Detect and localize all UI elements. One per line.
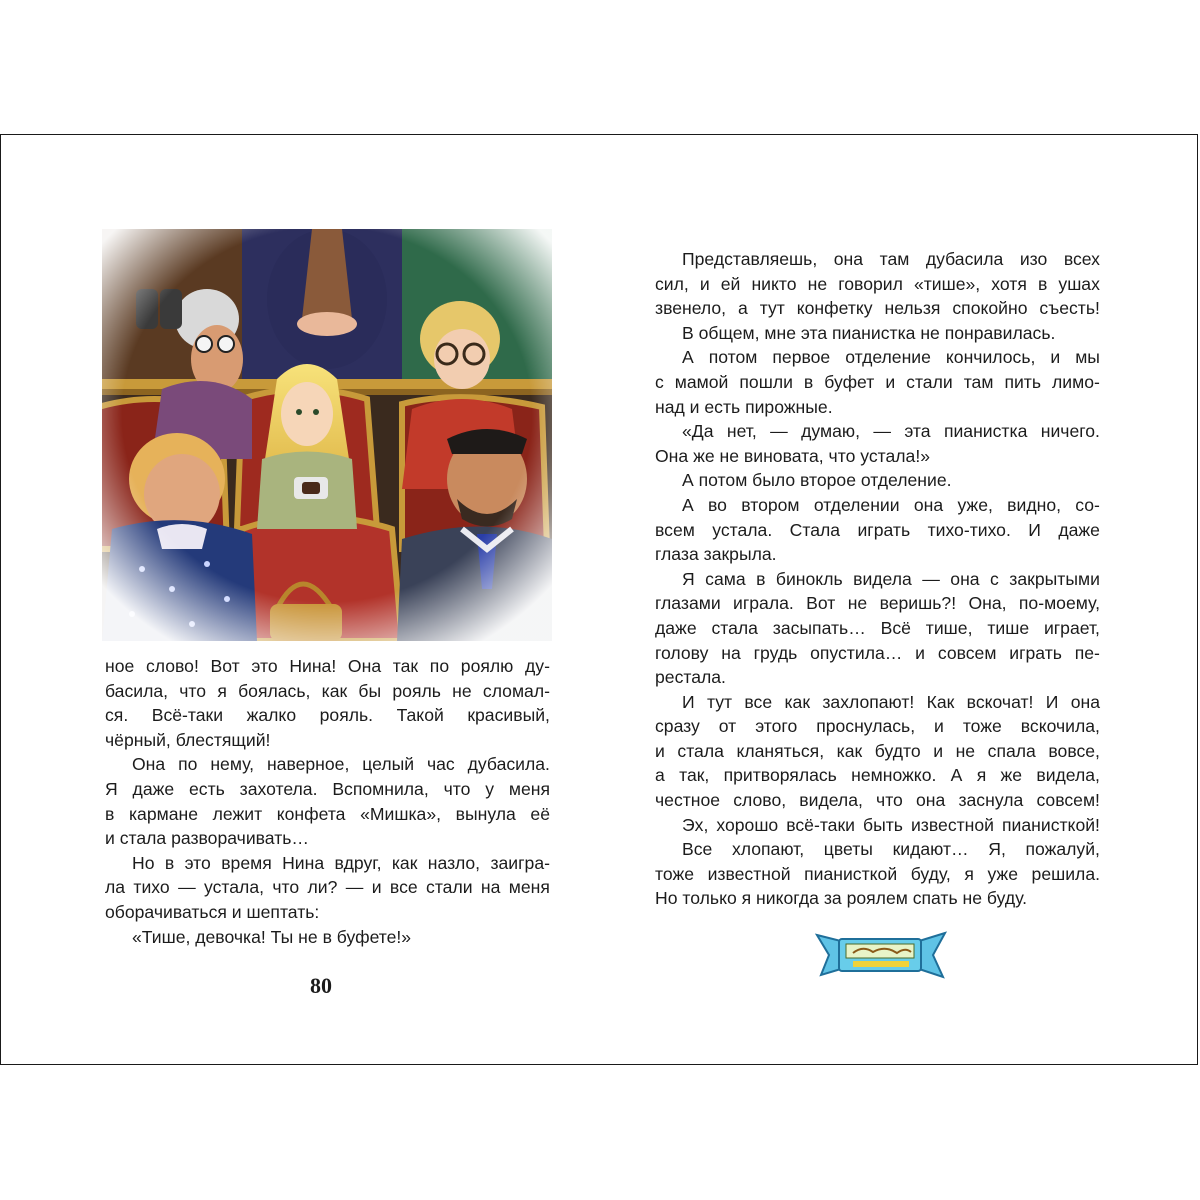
word: тихо xyxy=(133,877,170,898)
word: видела, xyxy=(1036,765,1100,786)
word: — xyxy=(345,877,364,898)
word: в xyxy=(105,803,115,824)
word: съесть! xyxy=(1039,298,1100,319)
word: по-моему, xyxy=(1018,593,1100,614)
word: видела xyxy=(853,568,912,589)
word: Она xyxy=(347,656,382,676)
word: пианистка xyxy=(943,421,1028,442)
word: всем xyxy=(655,519,695,540)
word: как xyxy=(784,691,811,712)
word: стала xyxy=(711,617,758,638)
word: — xyxy=(922,568,940,589)
text-line xyxy=(655,247,1100,272)
word: «Мишка», xyxy=(360,803,442,824)
word: меня xyxy=(508,877,550,898)
word: цветы xyxy=(823,839,873,860)
word: слово! xyxy=(145,656,199,676)
word: её xyxy=(530,803,550,824)
word: а xyxy=(655,765,665,786)
text-line xyxy=(105,752,550,777)
word: сил, xyxy=(655,273,689,294)
word: уже xyxy=(987,863,1018,884)
word: буду, xyxy=(910,863,951,884)
word: тише, xyxy=(925,617,973,638)
word: по xyxy=(429,656,450,676)
book-spread xyxy=(0,134,1198,1065)
word: ли? xyxy=(307,877,338,898)
word: ей xyxy=(720,273,741,294)
text-line xyxy=(105,875,550,900)
word: ное xyxy=(105,656,135,676)
text-line xyxy=(655,272,1100,297)
word: звенело, xyxy=(655,298,727,319)
word: это xyxy=(184,852,211,873)
word: отделение xyxy=(845,347,931,368)
word: как xyxy=(836,740,863,761)
word: грудь xyxy=(753,642,798,663)
text-line: В общем, мне эта пианистка не понравилась. xyxy=(682,322,1056,343)
word: там xyxy=(879,249,910,269)
word: она xyxy=(913,494,944,515)
word: стала xyxy=(677,740,724,761)
word: заигра- xyxy=(490,852,550,873)
word: известной xyxy=(707,863,791,884)
word: хотя xyxy=(991,273,1027,294)
word: кармане xyxy=(128,803,199,824)
word: — xyxy=(770,421,788,442)
word: и xyxy=(915,642,925,663)
word: вскочила, xyxy=(1020,716,1100,737)
word: И xyxy=(1028,519,1041,540)
word: назло, xyxy=(427,852,481,873)
text-line xyxy=(655,370,1100,395)
word: я xyxy=(976,765,987,786)
word: совсем! xyxy=(1036,790,1100,811)
text-line xyxy=(655,690,1100,715)
word: играть xyxy=(1009,642,1062,663)
word: хорошо xyxy=(716,814,779,835)
word: и xyxy=(371,877,382,898)
word: И xyxy=(682,691,695,712)
word: это xyxy=(251,656,278,676)
word: конфетку xyxy=(796,298,873,319)
word: вскочат! xyxy=(966,691,1034,712)
candy-wrapper-icon xyxy=(813,927,949,983)
word: время xyxy=(221,852,272,873)
word: захотела. xyxy=(239,778,318,799)
word: играть xyxy=(857,519,911,540)
word: первое xyxy=(772,347,831,368)
word: Она, xyxy=(968,593,1007,614)
text-line xyxy=(655,296,1100,321)
word: боялась, xyxy=(238,680,311,701)
word: пошли xyxy=(739,371,793,392)
text-line xyxy=(655,567,1100,592)
word: что xyxy=(876,790,903,811)
word: этого xyxy=(755,716,798,737)
word: дубасила. xyxy=(467,754,550,775)
word: пить xyxy=(1004,371,1042,392)
word: стали xyxy=(906,371,953,392)
word: эта xyxy=(904,421,931,442)
word: быть xyxy=(863,814,903,835)
word: немножко. xyxy=(851,765,937,786)
word: она xyxy=(950,568,980,589)
word: пе- xyxy=(1074,642,1100,663)
right-text-column xyxy=(655,247,1100,911)
word: как xyxy=(321,680,348,701)
word: — xyxy=(873,421,891,442)
word: хлопают, xyxy=(731,839,805,860)
word: я xyxy=(217,680,227,701)
word: жалко xyxy=(246,705,297,726)
word: спокойно xyxy=(952,298,1028,319)
word: и xyxy=(655,740,665,761)
word: играла. xyxy=(733,593,794,614)
word: «Да xyxy=(682,421,714,442)
word: Всё-таки xyxy=(151,705,224,726)
word: всех xyxy=(1063,249,1100,269)
word: и xyxy=(934,716,944,737)
word: и xyxy=(1050,347,1061,368)
word: ду- xyxy=(525,656,550,676)
word: известной xyxy=(910,814,994,835)
word: наверное, xyxy=(266,754,350,775)
word: ся. xyxy=(105,705,129,726)
text-line xyxy=(655,493,1100,518)
text-line: и стала разворачивать… xyxy=(105,828,310,849)
page-number: 80 xyxy=(310,973,332,998)
text-line xyxy=(655,641,1100,666)
word: Все xyxy=(682,839,713,860)
word: притворялась xyxy=(723,765,837,786)
word: бинокль xyxy=(775,568,843,589)
word: тоже xyxy=(655,863,695,884)
candy-drawing xyxy=(813,927,949,983)
word: тише xyxy=(987,617,1030,638)
word: в xyxy=(1037,273,1048,294)
word: слово, xyxy=(733,790,787,811)
word: мы xyxy=(1075,347,1100,368)
word: Вспомнила, xyxy=(332,778,429,799)
word: кланяться, xyxy=(736,740,825,761)
concert-audience-illustration xyxy=(102,229,552,641)
word: «тише», xyxy=(913,273,981,294)
word: Эх, xyxy=(682,814,709,835)
word: по xyxy=(178,754,198,775)
word: нет, xyxy=(726,421,757,442)
word: отделении xyxy=(813,494,900,515)
word: ушах xyxy=(1058,273,1100,294)
word: всё-таки xyxy=(786,814,855,835)
word: сразу xyxy=(655,716,700,737)
word: веришь?! xyxy=(879,593,957,614)
word: все xyxy=(389,877,418,898)
word: Но xyxy=(132,852,155,873)
text-line xyxy=(655,739,1100,764)
word: ничего. xyxy=(1040,421,1100,442)
word: нему, xyxy=(210,754,255,775)
word: тихо-тихо. xyxy=(927,519,1011,540)
word: тоже xyxy=(962,716,1002,737)
word: кидают… xyxy=(892,839,969,860)
word: говорил xyxy=(838,273,903,294)
word: в xyxy=(756,568,766,589)
text-line xyxy=(105,777,550,802)
text-line xyxy=(105,802,550,827)
word: лимо- xyxy=(1052,371,1100,392)
word: во xyxy=(708,494,727,515)
word: пожалуй, xyxy=(1025,839,1100,860)
text-line xyxy=(105,654,550,679)
word: нельзя xyxy=(884,298,941,319)
word: так xyxy=(392,656,419,676)
word: басила, xyxy=(105,680,169,701)
word: решила. xyxy=(1031,863,1100,884)
word: А xyxy=(682,347,694,368)
text-line xyxy=(655,788,1100,813)
word: там xyxy=(963,371,994,392)
word: засыпать… xyxy=(772,617,866,638)
word: ла xyxy=(105,877,126,898)
word: Я, xyxy=(988,839,1006,860)
word: не xyxy=(847,593,868,614)
text-line xyxy=(105,851,550,876)
text-line xyxy=(655,714,1100,739)
word: на xyxy=(721,642,741,663)
word: не xyxy=(955,740,976,761)
text-line xyxy=(105,679,550,704)
text-line: рестала. xyxy=(655,667,726,688)
word: она xyxy=(916,790,946,811)
text-line xyxy=(655,345,1100,370)
word: Я xyxy=(105,778,118,799)
word: глазами xyxy=(655,593,721,614)
word: с xyxy=(655,371,664,392)
word: что xyxy=(272,877,300,898)
word: Вот xyxy=(806,593,836,614)
text-line: «Тише, девочка! Ты не в буфете!» xyxy=(132,926,412,947)
word: заснула xyxy=(958,790,1024,811)
word: что xyxy=(443,778,471,799)
word: дубасила xyxy=(925,249,1004,269)
word: стали xyxy=(426,877,473,898)
word: вовсе, xyxy=(1048,740,1100,761)
word: Я xyxy=(682,568,695,589)
word: думаю, xyxy=(801,421,860,442)
word: сломал- xyxy=(482,680,550,701)
text-line: над и есть пирожные. xyxy=(655,396,833,417)
word: целый xyxy=(362,754,415,775)
word: закрытыми xyxy=(1009,568,1100,589)
word: я xyxy=(964,863,974,884)
text-line xyxy=(105,703,550,728)
word: втором xyxy=(741,494,800,515)
word: и xyxy=(885,371,896,392)
text-line: чёрный, блестящий! xyxy=(105,729,271,750)
word: А xyxy=(682,494,694,515)
word: у xyxy=(485,778,495,799)
word: с xyxy=(990,568,999,589)
word: буфет xyxy=(824,371,875,392)
word: роялю xyxy=(460,656,514,676)
word: конфета xyxy=(276,803,346,824)
word: в xyxy=(164,852,175,873)
word: пианисткой xyxy=(804,863,898,884)
word: даже xyxy=(132,778,175,799)
word: А xyxy=(950,765,963,786)
word: совсем xyxy=(937,642,997,663)
word: Такой xyxy=(396,705,444,726)
word: Всё xyxy=(880,617,911,638)
word: же xyxy=(1000,765,1023,786)
word: Как xyxy=(926,691,955,712)
text-line xyxy=(655,763,1100,788)
word: даже xyxy=(1058,519,1100,540)
word: что xyxy=(179,680,207,701)
word: видно, xyxy=(1007,494,1061,515)
word: есть xyxy=(188,778,225,799)
word: никто xyxy=(751,273,797,294)
word: даже xyxy=(655,617,697,638)
word: тут xyxy=(706,691,733,712)
word: Нина! xyxy=(289,656,337,676)
word: красивый, xyxy=(467,705,550,726)
word: И xyxy=(1045,691,1059,712)
word: пианисткой! xyxy=(1002,814,1100,835)
text-line: Она же не виновата, что устала!» xyxy=(655,445,931,466)
word: на xyxy=(480,877,501,898)
word: проснулась, xyxy=(816,716,916,737)
word: Вот xyxy=(210,656,240,676)
word: уже, xyxy=(957,494,993,515)
word: не xyxy=(807,273,828,294)
word: честное xyxy=(655,790,721,811)
text-line: А потом было второе отделение. xyxy=(682,470,952,491)
word: потом xyxy=(708,347,758,368)
word: опустила… xyxy=(810,642,903,663)
text-line xyxy=(655,518,1100,543)
word: как xyxy=(391,852,418,873)
word: устала. xyxy=(712,519,773,540)
word: и xyxy=(699,273,710,294)
word: тут xyxy=(759,298,785,319)
word: сама xyxy=(705,568,746,589)
word: играет, xyxy=(1043,617,1100,638)
word: со- xyxy=(1075,494,1100,515)
word: — xyxy=(178,877,196,898)
word: кончилось, xyxy=(945,347,1036,368)
word: голову xyxy=(655,642,709,663)
word: бы xyxy=(358,680,382,701)
word: в xyxy=(803,371,814,392)
text-line xyxy=(655,813,1100,838)
word: Нина xyxy=(282,852,325,873)
text-line xyxy=(655,419,1100,444)
word: рояль. xyxy=(319,705,374,726)
text-line xyxy=(655,837,1100,862)
word: и xyxy=(933,740,944,761)
text-line: оборачиваться и шептать: xyxy=(105,901,320,922)
word: час xyxy=(426,754,455,775)
word: изо xyxy=(1019,249,1048,269)
text-line xyxy=(655,616,1100,641)
word: вдруг, xyxy=(334,852,382,873)
text-line xyxy=(655,591,1100,616)
word: все xyxy=(744,691,773,712)
word: меня xyxy=(508,778,550,799)
text-line: глаза закрыла. xyxy=(655,544,777,565)
word: мамой xyxy=(674,371,729,392)
word: Стала xyxy=(789,519,841,540)
word: так, xyxy=(679,765,710,786)
word: рояль xyxy=(392,680,441,701)
word: она xyxy=(1070,691,1100,712)
word: не xyxy=(452,680,472,701)
word: от xyxy=(718,716,737,737)
text-line: Но только я никогда за роялем спать не буду. xyxy=(655,888,1028,909)
word: захлопают! xyxy=(822,691,915,712)
word: лежит xyxy=(212,803,263,824)
word: вынула xyxy=(455,803,516,824)
word: Она xyxy=(132,754,166,775)
word: устала, xyxy=(204,877,264,898)
word: спала xyxy=(987,740,1036,761)
word: а xyxy=(737,298,748,319)
text-line xyxy=(655,862,1100,887)
word: Представляешь, xyxy=(682,249,818,269)
word: будто xyxy=(874,740,921,761)
word: она xyxy=(833,249,864,269)
left-text-column xyxy=(105,654,550,949)
word: видела, xyxy=(799,790,863,811)
illustration-drawing xyxy=(102,229,552,641)
